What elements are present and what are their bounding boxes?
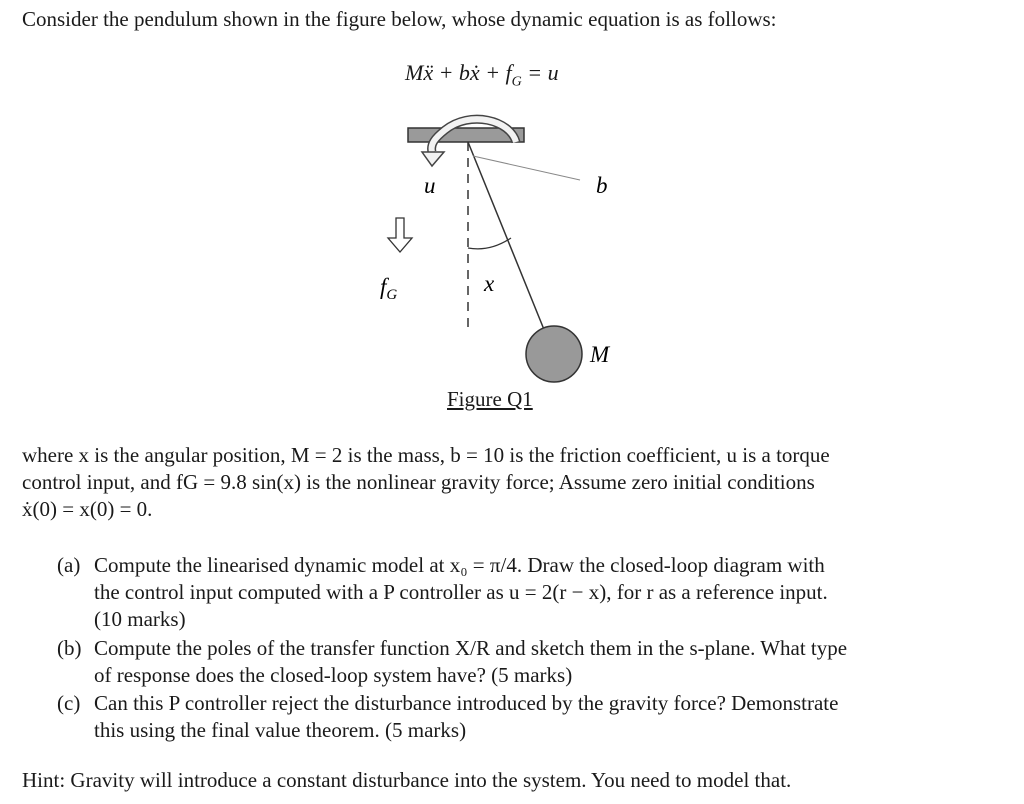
equation-rhs: = u: [521, 60, 559, 85]
label-b: b: [596, 173, 608, 198]
question-a-line-2: the control input computed with a P controller as u = 2(r − x), for r as a reference input.: [94, 580, 828, 604]
question-c: [57, 690, 957, 744]
question-a-label: (a): [57, 553, 81, 577]
question-a-line-1: Compute the linearised dynamic model at x₀ = π/4. Draw the closed-loop diagram with: [94, 553, 825, 577]
body-line-3: ẋ(0) = x(0) = 0.: [22, 497, 153, 521]
question-a: [57, 552, 957, 633]
figure-caption: Figure Q1: [447, 387, 533, 411]
torque-arrow-head: [422, 152, 444, 166]
equation-lhs: Mẍ + bẋ + f: [405, 60, 512, 85]
body-line-2: control input, and fG = 9.8 sin(x) is the nonlinear gravity force; Assume zero initial conditions: [22, 470, 815, 494]
question-c-line-1: Can this P controller reject the disturbance introduced by the gravity force? Demonstrate: [94, 691, 839, 715]
question-c-line-2: this using the final value theorem. (5 marks): [94, 718, 467, 742]
intro-text: Consider the pendulum shown in the figure below, whose dynamic equation is as follows:: [22, 7, 777, 31]
dynamic-equation: [405, 60, 559, 90]
pendulum-rod: [468, 142, 545, 332]
label-u: u: [424, 173, 436, 198]
gravity-arrow-icon: [388, 218, 412, 252]
question-c-label: (c): [57, 691, 81, 715]
question-b: [57, 635, 957, 689]
question-b-line-1: Compute the poles of the transfer function X/R and sketch them in the s-plane. What type: [94, 636, 848, 660]
label-x: x: [484, 271, 495, 296]
label-fg-sub: G: [386, 287, 398, 303]
question-b-label: (b): [57, 636, 82, 660]
label-fg: [380, 274, 397, 303]
body-line-1: where x is the angular position, M = 2 is the mass, b = 10 is the friction coefficient, u is a torque: [22, 443, 830, 467]
label-fg-main: f: [380, 274, 387, 299]
question-b-line-2: of response does the closed-loop system have? (5 marks): [94, 663, 573, 687]
question-a-line-3: (10 marks): [94, 607, 186, 631]
friction-pointer-line: [473, 156, 580, 180]
equation-sub: G: [511, 74, 522, 90]
hint-text: Hint: Gravity will introduce a constant disturbance into the system. You need to model that.: [22, 768, 792, 792]
angle-arc: [468, 238, 511, 249]
pendulum-figure: [340, 100, 660, 420]
pendulum-mass: [526, 326, 582, 382]
label-M: M: [590, 342, 610, 367]
